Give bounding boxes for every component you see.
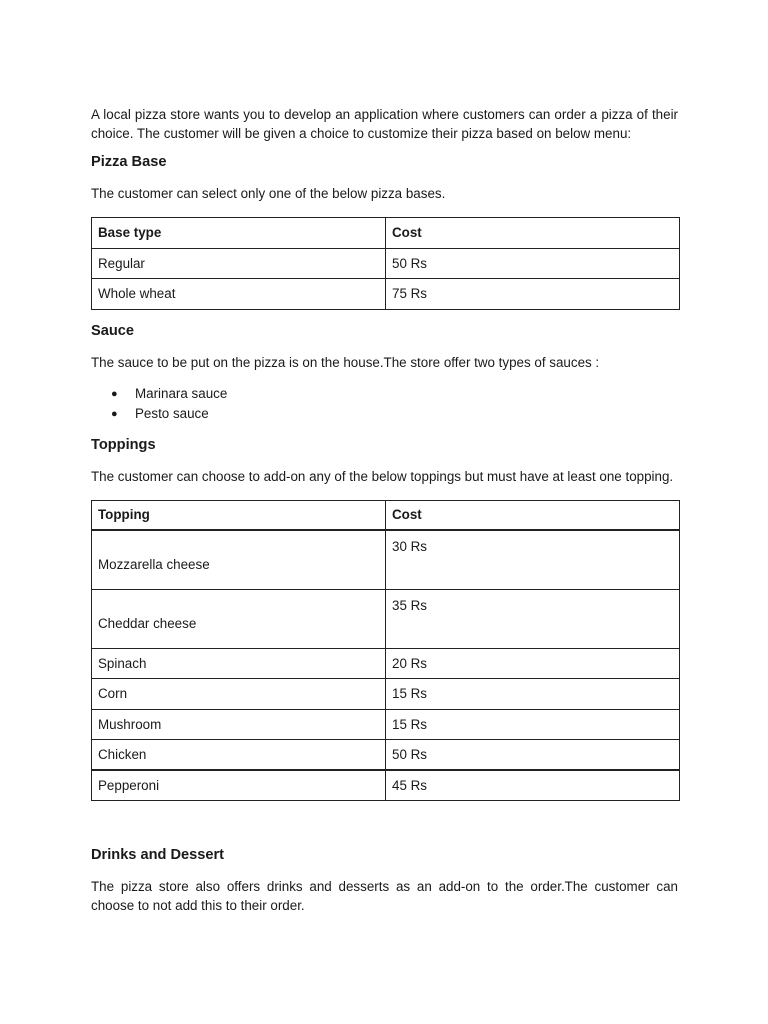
pizza-base-table [91, 217, 680, 310]
table-header-row [92, 218, 680, 249]
toppings-description: The customer can choose to add-on any of the below toppings but must have at least one topping. [91, 468, 674, 484]
document-page [91, 105, 678, 915]
drinks-description: The pizza store also offers drinks and desserts as an add-on to the order.The customer can choose to not add this to their order. [91, 879, 678, 913]
table-header-cell: Base type [92, 218, 386, 249]
table-row [92, 709, 680, 740]
topping-cost-cell: 30 Rs [386, 530, 680, 589]
topping-name-cell: Cheddar cheese [92, 589, 386, 648]
sauce-description: The sauce to be put on the pizza is on the house.The store offer two types of sauces : [91, 354, 600, 370]
table-row [92, 530, 680, 589]
table-row [92, 740, 680, 771]
topping-name-cell: Mushroom [92, 709, 386, 740]
topping-cost-cell: 35 Rs [386, 589, 680, 648]
intro-paragraph: A local pizza store wants you to develop an application where customers can order a pizza of their choice. The customer will be given a choice to customize their pizza based on below menu: [91, 107, 678, 141]
sauce-item-label: Pesto sauce [135, 405, 209, 421]
pizza-base-description: The customer can select only one of the below pizza bases. [91, 186, 446, 201]
list-item [91, 384, 678, 404]
topping-cost-cell: 15 Rs [386, 679, 680, 710]
topping-name-cell: Spinach [92, 648, 386, 679]
topping-cost-cell: 20 Rs [386, 648, 680, 679]
table-header-cell: Topping [92, 500, 386, 530]
drinks-heading: Drinks and Dessert [91, 847, 225, 863]
table-row [92, 589, 680, 648]
base-name-cell: Regular [92, 248, 386, 279]
base-name-cell: Whole wheat [92, 279, 386, 310]
topping-name-cell: Mozzarella cheese [92, 530, 386, 589]
table-row [92, 679, 680, 710]
bullet-icon: ● [111, 387, 118, 400]
table-row [92, 770, 680, 801]
table-row [92, 248, 680, 279]
table-row [92, 648, 680, 679]
toppings-heading: Toppings [91, 436, 156, 453]
list-item [91, 404, 678, 424]
topping-name-cell: Chicken [92, 740, 386, 771]
table-header-cell: Cost [386, 500, 680, 530]
topping-cost-cell: 45 Rs [386, 770, 680, 801]
base-cost-cell: 75 Rs [386, 279, 680, 310]
toppings-table [91, 500, 680, 802]
topping-cost-cell: 50 Rs [386, 740, 680, 771]
topping-name-cell: Corn [92, 679, 386, 710]
topping-cost-cell: 15 Rs [386, 709, 680, 740]
topping-name-cell: Pepperoni [92, 770, 386, 801]
sauce-list [91, 384, 678, 424]
bullet-icon: ● [111, 407, 118, 420]
base-cost-cell: 50 Rs [386, 248, 680, 279]
table-header-cell: Cost [386, 218, 680, 249]
sauce-heading: Sauce [91, 322, 134, 339]
pizza-base-heading: Pizza Base [91, 154, 167, 170]
table-row [92, 279, 680, 310]
sauce-item-label: Marinara sauce [135, 385, 228, 401]
table-header-row [92, 500, 680, 530]
